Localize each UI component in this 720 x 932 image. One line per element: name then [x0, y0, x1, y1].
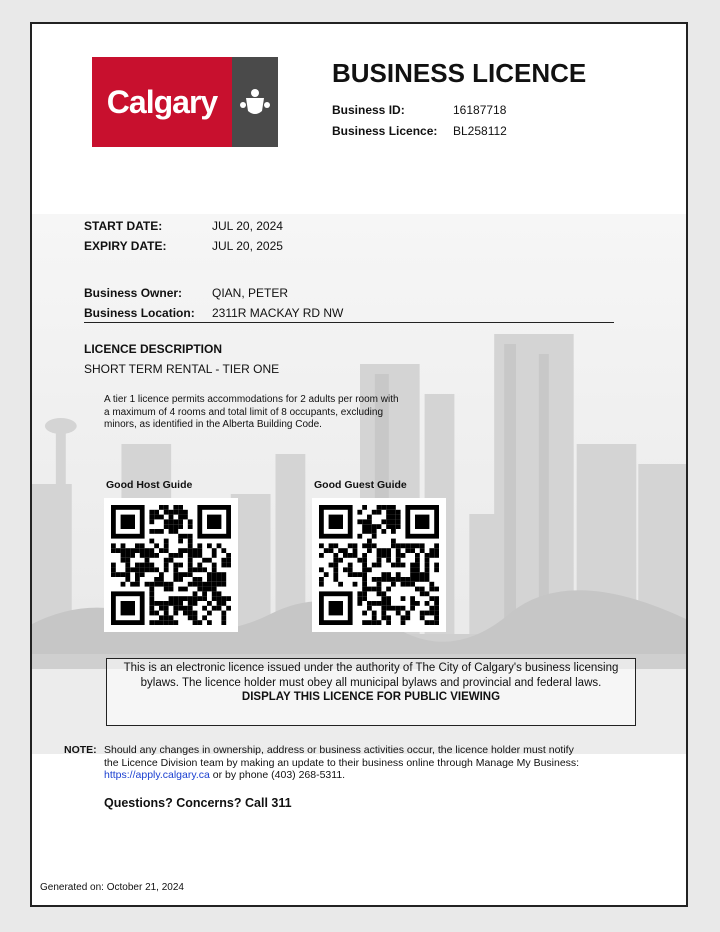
expiry-date-label: EXPIRY DATE: — [84, 239, 167, 253]
business-location-label: Business Location: — [84, 306, 195, 320]
electronic-licence-notice — [106, 658, 636, 726]
display-licence-text: DISPLAY THIS LICENCE FOR PUBLIC VIEWING — [241, 691, 501, 703]
city-crest-icon — [232, 57, 278, 147]
logo-wordmark: Calgary — [106, 83, 218, 120]
note-text: Should any changes in ownership, address or business activities occur, the licence holder must notify the Licence Division team by making an update to their business online through Manage My Business: — [104, 744, 580, 769]
divider — [84, 322, 614, 323]
note-tail: or by phone (403) 268-5311. — [212, 769, 346, 781]
note-block — [64, 744, 584, 782]
calgary-logo — [92, 57, 232, 147]
note-label: NOTE: — [64, 744, 97, 756]
business-location-value: 2311R MACKAY RD NW — [212, 306, 344, 320]
business-id-value: 16187718 — [453, 103, 507, 117]
qr-pattern — [312, 498, 446, 632]
good-guest-guide-label: Good Guest Guide — [314, 479, 407, 491]
business-owner-block — [84, 283, 343, 323]
notice-text: This is an electronic licence issued under the authority of The City of Calgary's business licensing bylaws. The licence holder must obey all municipal bylaws and provincial and federal laws. — [123, 662, 619, 689]
licence-page — [30, 22, 688, 907]
questions-call-311: Questions? Concerns? Call 311 — [104, 796, 292, 810]
licence-dates — [84, 216, 283, 256]
expiry-date-value: JUL 20, 2025 — [212, 239, 283, 253]
generated-date: Generated on: October 21, 2024 — [40, 882, 184, 893]
good-host-guide-label: Good Host Guide — [106, 479, 193, 491]
start-date-label: START DATE: — [84, 219, 163, 233]
business-owner-value: QIAN, PETER — [212, 286, 289, 300]
apply-calgary-link[interactable]: https://apply.calgary.ca — [104, 769, 210, 781]
licence-ids — [332, 100, 507, 142]
good-host-guide-qr-code[interactable] — [104, 498, 238, 632]
business-licence-label: Business Licence: — [332, 124, 438, 138]
crest-shape — [238, 85, 272, 119]
business-id-label: Business ID: — [332, 103, 405, 117]
licence-description-heading: LICENCE DESCRIPTION — [84, 342, 223, 356]
business-owner-label: Business Owner: — [84, 286, 183, 300]
start-date-value: JUL 20, 2024 — [212, 219, 283, 233]
qr-pattern — [104, 498, 238, 632]
licence-description-value: SHORT TERM RENTAL - TIER ONE — [84, 362, 280, 376]
licence-description-text: A tier 1 licence permits accommodations for 2 adults per room with a maximum of 4 rooms and total limit of 8 occupants, excluding minors, as identified in the Alberta Building Code. — [104, 394, 399, 430]
business-licence-value: BL258112 — [453, 124, 507, 138]
page-title: BUSINESS LICENCE — [332, 58, 587, 88]
good-guest-guide-qr-code[interactable] — [312, 498, 446, 632]
